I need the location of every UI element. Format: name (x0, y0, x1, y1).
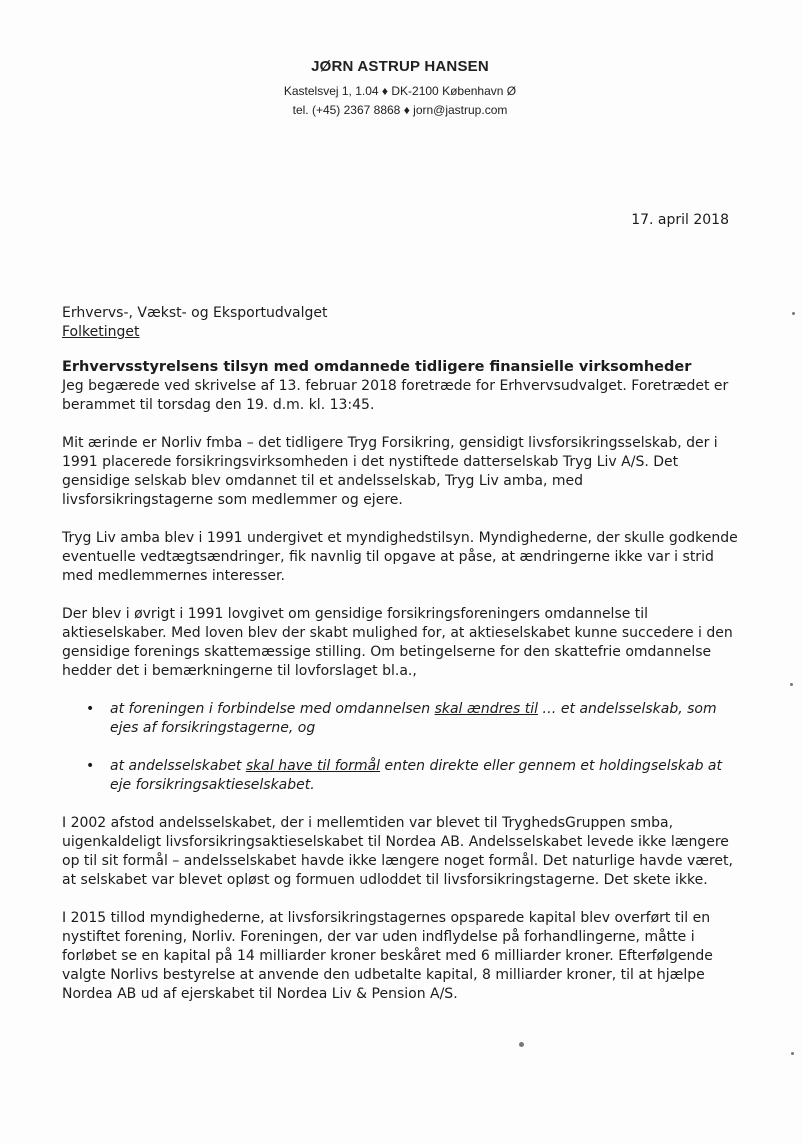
closing-paragraph: I 2002 afstod andelsselskabet, der i mellemtiden var blevet til TryghedsGruppen smba, uigenkaldeligt livsforsikringsaktieselskabet til Nordea AB. Andelsselskabet levede ikke længere op til sit formål – andelsselskabet havde ikke længere noget formål. Det naturlige havde været, at selskabet var blevet opløst og formuen udloddet til livsforsikringstagerne. Det skete ikke. (62, 815, 733, 888)
closing-paragraph: I 2015 tillod myndighederne, at livsforsikringstagernes opsparede kapital blev overført til en nystiftet forening, Norliv. Foreningen, der var uden indflydelse på forhandlingerne, måtte i forløbet se en kapital på 14 milliarder kroner beskåret med 6 milliarder kroner. Efterfølgende valgte Norlivs bestyrelse at anvende den udbetalte kapital, 8 milliarder kroner, til at hjælpe Nordea AB ud af ejerskabet til Nordea Liv & Pension A/S. (62, 910, 713, 1002)
bullet-text-start: at andelsselskabet (110, 758, 246, 774)
bullet-text-end: … et andelsselskab, som ejes af forsikringstagerne, og (110, 701, 717, 736)
sender-address: Kastelsvej 1, 1.04 ♦ DK-2100 København Ø (283, 84, 517, 98)
bullet-text-end: enten direkte eller gennem et holdingselskab at eje forsikringsaktieselskabet. (110, 758, 723, 793)
recipient-parliament: Folketinget (62, 324, 140, 340)
bullet-underlined-text: skal ændres til (434, 701, 538, 717)
body-paragraph: Tryg Liv amba blev i 1991 undergivet et myndighedstilsyn. Myndighederne, der skulle godkende eventuelle vedtægtsændringer, fik navnlig til opgave at påse, at ændringerne ikke var i strid med medlemmernes interesser. (62, 530, 738, 584)
intro-paragraph: Jeg begærede ved skrivelse af 13. februar 2018 foretræde for Erhvervsudvalget. Foretrædet er berammet til torsdag den 19. d.m. kl. 13:45. (62, 378, 729, 413)
letterhead (240, 58, 560, 120)
recipient-committee: Erhvervs-, Vækst- og Eksportudvalget (62, 305, 328, 321)
bullet-text-start: at foreningen i forbindelse med omdannelsen (110, 701, 435, 717)
body-paragraph: Mit ærinde er Norliv fmba – det tidligere Tryg Forsikring, gensidigt livsforsikringsselskab, der i 1991 placerede forsikringsvirksomheden i det nystiftede datterselskab Tryg Liv A/S. Det gensidige selskab blev omdannet til et andelsselskab, Tryg Liv amba, med livsforsikringstagerne som medlemmer og ejere. (62, 435, 718, 508)
letter-date: 17. april 2018 (631, 212, 729, 228)
recipient-block (62, 304, 327, 342)
bullet-marker: • (86, 758, 95, 774)
letter-body (62, 358, 738, 1023)
body-paragraph: Der blev i øvrigt i 1991 lovgivet om gensidige forsikringsforeningers omdannelse til aktieselskaber. Med loven blev der skabt mulighed for, at aktieselskabet kunne succedere i den gensidige forenings skattemæssige stilling. Om betingelserne for den skattefrie omdannelse hedder det i bemærkningerne til lovforslaget bl.a., (62, 606, 733, 679)
sender-contact: tel. (+45) 2367 8868 ♦ jorn@jastrup.com (292, 103, 508, 117)
sender-name: JØRN ASTRUP HANSEN (311, 58, 489, 75)
bullet-underlined-text: skal have til formål (245, 758, 381, 774)
scan-speck (791, 1052, 794, 1055)
scan-speck (792, 312, 795, 315)
quote-bullet (62, 700, 738, 738)
scan-speck (790, 683, 793, 686)
letter-subject: Erhvervsstyrelsens tilsyn med omdannede tidligere finansielle virksomheder (62, 359, 692, 375)
bullet-marker: • (86, 701, 95, 717)
quote-bullet (62, 757, 738, 795)
scan-speck (519, 1042, 524, 1047)
